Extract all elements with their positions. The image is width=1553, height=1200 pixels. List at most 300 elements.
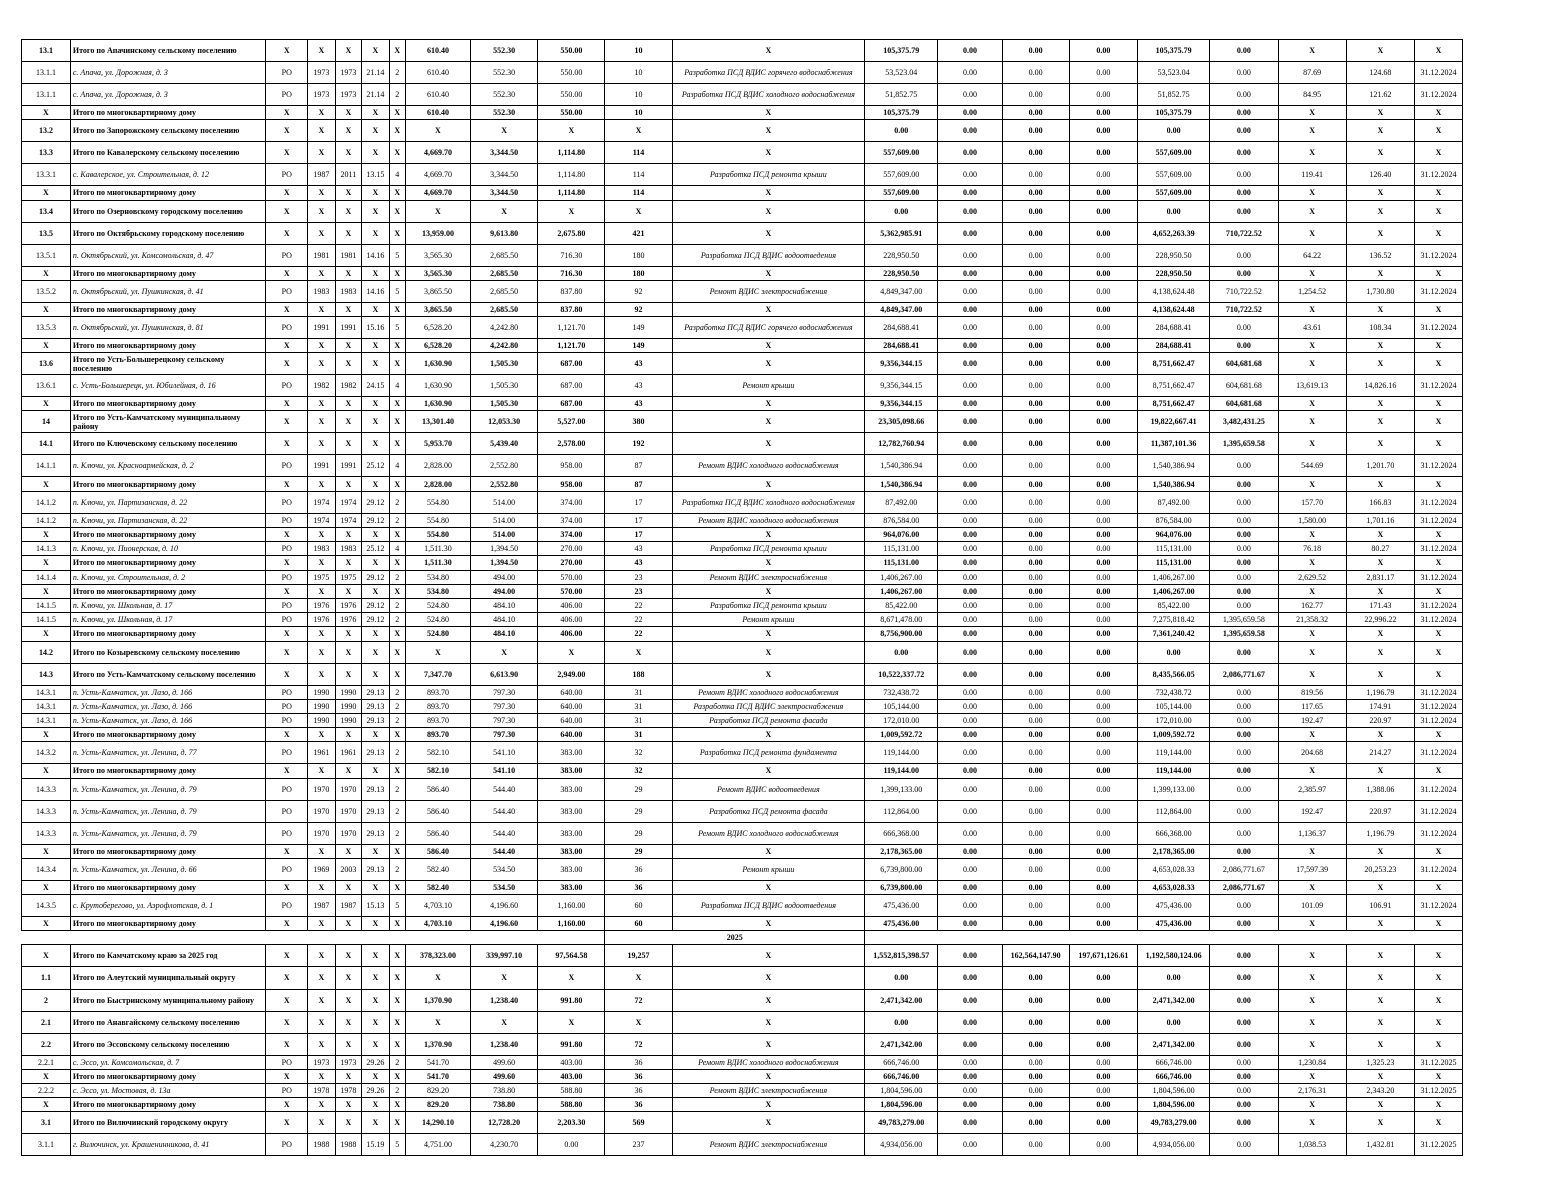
- ownership-cell: X: [266, 120, 308, 142]
- floors-cell: 2: [389, 822, 405, 844]
- unit-cost-cell: 117.65: [1278, 699, 1346, 713]
- work-type-cell: X: [672, 1011, 864, 1033]
- residents-cell: X: [605, 967, 672, 989]
- cost-budget-cell: 0.00: [1002, 302, 1069, 316]
- cost-owners-cell: 112,864.00: [1138, 800, 1210, 822]
- built-year-cell: 1990: [308, 713, 335, 727]
- cost-budget-cell: 0.00: [1002, 613, 1069, 627]
- max-cost-cell: 1,196.79: [1346, 685, 1414, 699]
- unit-cost-cell: X: [1278, 302, 1346, 316]
- common-area-cell: 588.80: [538, 1083, 605, 1097]
- work-type-cell: X: [672, 880, 864, 894]
- cost-local-cell: 0.00: [1069, 556, 1137, 570]
- total-row: [22, 527, 1463, 541]
- work-type-cell: X: [672, 397, 864, 411]
- floors-cell: 4: [389, 164, 405, 186]
- total-area-cell: 1,511.30: [405, 542, 470, 556]
- total-area-cell: 610.40: [405, 106, 470, 120]
- unit-cost-cell: 1,254.52: [1278, 280, 1346, 302]
- ownership-cell: РО: [266, 713, 308, 727]
- built-year-cell: 1987: [308, 164, 335, 186]
- commission-year-cell: 1988: [335, 1134, 361, 1156]
- cost-total-cell: 2,178,365.00: [865, 844, 938, 858]
- total-row: [22, 764, 1463, 778]
- work-type-cell: Разработка ПСД ВДИС водоотведения: [672, 244, 864, 266]
- wear-cell: X: [362, 433, 389, 455]
- residents-cell: 72: [605, 989, 672, 1011]
- commission-year-cell: 1982: [335, 375, 361, 397]
- cost-budget-cell: 0.00: [1002, 967, 1069, 989]
- address-cell: Итого по Озерновскому городскому поселению: [70, 200, 266, 222]
- common-area-cell: 383.00: [538, 822, 605, 844]
- address-cell: с. Апача, ул. Дорожная, д. 3: [70, 62, 266, 84]
- unit-cost-cell: X: [1278, 880, 1346, 894]
- deadline-cell: 31.12.2025: [1414, 1083, 1462, 1097]
- cost-budget-cell: 0.00: [1002, 858, 1069, 880]
- built-year-cell: X: [308, 844, 335, 858]
- common-area-cell: X: [538, 1011, 605, 1033]
- cost-other-cell: 1,395,659.58: [1210, 613, 1278, 627]
- work-type-cell: Ремонт ВДИС электроснабжения: [672, 1134, 864, 1156]
- work-type-cell: X: [672, 106, 864, 120]
- cost-budget-cell: 0.00: [1002, 164, 1069, 186]
- work-type-cell: X: [672, 1069, 864, 1083]
- cost-other-cell: 0.00: [1210, 895, 1278, 917]
- ownership-cell: РО: [266, 375, 308, 397]
- living-area-cell: X: [471, 200, 538, 222]
- max-cost-cell: 1,432.81: [1346, 1134, 1414, 1156]
- work-type-cell: X: [672, 222, 864, 244]
- table-row: [22, 513, 1463, 527]
- living-area-cell: 552.30: [471, 106, 538, 120]
- built-year-cell: X: [308, 880, 335, 894]
- work-type-cell: Ремонт ВДИС холодного водоснабжения: [672, 685, 864, 699]
- built-year-cell: X: [308, 917, 335, 931]
- wear-cell: X: [362, 120, 389, 142]
- cost-fund-cell: 0.00: [938, 433, 1002, 455]
- wear-cell: X: [362, 266, 389, 280]
- unit-cost-cell: X: [1278, 411, 1346, 433]
- cost-budget-cell: 0.00: [1002, 40, 1069, 62]
- cost-fund-cell: 0.00: [938, 542, 1002, 556]
- work-type-cell: Разработка ПСД ВДИС горячего водоснабжения: [672, 62, 864, 84]
- living-area-cell: 1,238.40: [471, 989, 538, 1011]
- deadline-cell: X: [1414, 411, 1462, 433]
- row-number: X: [22, 844, 71, 858]
- cost-total-cell: 475,436.00: [865, 917, 938, 931]
- cost-fund-cell: 0.00: [938, 164, 1002, 186]
- cost-fund-cell: 0.00: [938, 895, 1002, 917]
- max-cost-cell: 106.91: [1346, 895, 1414, 917]
- common-area-cell: 570.00: [538, 584, 605, 598]
- max-cost-cell: 166.83: [1346, 491, 1414, 513]
- table-row: [22, 713, 1463, 727]
- max-cost-cell: 1,701.16: [1346, 513, 1414, 527]
- unit-cost-cell: X: [1278, 142, 1346, 164]
- row-number: X: [22, 302, 71, 316]
- cost-other-cell: 0.00: [1210, 764, 1278, 778]
- work-type-cell: Ремонт ВДИС холодного водоснабжения: [672, 455, 864, 477]
- built-year-cell: 1991: [308, 316, 335, 338]
- commission-year-cell: X: [335, 200, 361, 222]
- work-type-cell: X: [672, 917, 864, 931]
- max-cost-cell: 20,253.23: [1346, 858, 1414, 880]
- cost-other-cell: 0.00: [1210, 778, 1278, 800]
- ownership-cell: РО: [266, 491, 308, 513]
- built-year-cell: 1983: [308, 280, 335, 302]
- total-area-cell: 3,565.30: [405, 266, 470, 280]
- total-area-cell: 610.40: [405, 62, 470, 84]
- cost-local-cell: 0.00: [1069, 200, 1137, 222]
- commission-year-cell: X: [335, 338, 361, 352]
- living-area-cell: 552.30: [471, 40, 538, 62]
- unit-cost-cell: X: [1278, 641, 1346, 663]
- commission-year-cell: X: [335, 556, 361, 570]
- cost-owners-cell: 1,804,596.00: [1138, 1098, 1210, 1112]
- cost-fund-cell: 0.00: [938, 1112, 1002, 1134]
- cost-total-cell: 475,436.00: [865, 895, 938, 917]
- total-area-cell: 1,370.90: [405, 989, 470, 1011]
- living-area-cell: 552.30: [471, 84, 538, 106]
- cost-local-cell: 0.00: [1069, 455, 1137, 477]
- cost-other-cell: 0.00: [1210, 164, 1278, 186]
- row-number: 3.1.1: [22, 1134, 71, 1156]
- total-row: [22, 917, 1463, 931]
- built-year-cell: X: [308, 728, 335, 742]
- wear-cell: X: [362, 397, 389, 411]
- floors-cell: 2: [389, 858, 405, 880]
- table-row: [22, 164, 1463, 186]
- living-area-cell: 797.30: [471, 713, 538, 727]
- unit-cost-cell: 192.47: [1278, 800, 1346, 822]
- built-year-cell: X: [308, 186, 335, 200]
- cost-total-cell: 2,471,342.00: [865, 1033, 938, 1055]
- ownership-cell: РО: [266, 542, 308, 556]
- cost-total-cell: 1,009,592.72: [865, 728, 938, 742]
- cost-budget-cell: 0.00: [1002, 742, 1069, 764]
- cost-owners-cell: 0.00: [1138, 967, 1210, 989]
- total-area-cell: 586.40: [405, 778, 470, 800]
- cost-other-cell: 2,086,771.67: [1210, 663, 1278, 685]
- row-number: 14.1: [22, 433, 71, 455]
- ownership-cell: РО: [266, 244, 308, 266]
- table-row: [22, 800, 1463, 822]
- cost-budget-cell: 0.00: [1002, 880, 1069, 894]
- cost-local-cell: 0.00: [1069, 1134, 1137, 1156]
- cost-budget-cell: 0.00: [1002, 222, 1069, 244]
- wear-cell: 15.13: [362, 895, 389, 917]
- cost-fund-cell: 0.00: [938, 244, 1002, 266]
- commission-year-cell: X: [335, 1011, 361, 1033]
- common-area-cell: 687.00: [538, 375, 605, 397]
- floors-cell: X: [389, 584, 405, 598]
- total-area-cell: 3,865.50: [405, 302, 470, 316]
- common-area-cell: 570.00: [538, 570, 605, 584]
- cost-total-cell: 228,950.50: [865, 266, 938, 280]
- ownership-cell: X: [266, 584, 308, 598]
- cost-fund-cell: 0.00: [938, 699, 1002, 713]
- max-cost-cell: X: [1346, 40, 1414, 62]
- table-row: [22, 742, 1463, 764]
- residents-cell: 31: [605, 713, 672, 727]
- year-spacer-left: [22, 931, 605, 945]
- built-year-cell: 1974: [308, 491, 335, 513]
- row-number: 14.3.1: [22, 685, 71, 699]
- ownership-cell: X: [266, 222, 308, 244]
- cost-fund-cell: 0.00: [938, 120, 1002, 142]
- wear-cell: 29.12: [362, 598, 389, 612]
- ownership-cell: X: [266, 397, 308, 411]
- floors-cell: X: [389, 40, 405, 62]
- residents-cell: 29: [605, 822, 672, 844]
- cost-total-cell: 105,375.79: [865, 106, 938, 120]
- ownership-cell: РО: [266, 280, 308, 302]
- common-area-cell: 1,114.80: [538, 186, 605, 200]
- total-area-cell: 6,528.20: [405, 338, 470, 352]
- table-row: [22, 699, 1463, 713]
- deadline-cell: X: [1414, 397, 1462, 411]
- cost-fund-cell: 0.00: [938, 353, 1002, 375]
- residents-cell: 114: [605, 164, 672, 186]
- commission-year-cell: 1990: [335, 685, 361, 699]
- floors-cell: X: [389, 527, 405, 541]
- built-year-cell: 1990: [308, 699, 335, 713]
- living-area-cell: 3,344.50: [471, 142, 538, 164]
- ownership-cell: X: [266, 302, 308, 316]
- unit-cost-cell: X: [1278, 1112, 1346, 1134]
- address-cell: Итого по многоквартирному дому: [70, 302, 266, 316]
- cost-fund-cell: 0.00: [938, 989, 1002, 1011]
- living-area-cell: 12,728.20: [471, 1112, 538, 1134]
- residents-cell: 43: [605, 556, 672, 570]
- built-year-cell: X: [308, 142, 335, 164]
- max-cost-cell: X: [1346, 627, 1414, 641]
- total-area-cell: 893.70: [405, 713, 470, 727]
- unit-cost-cell: 101.09: [1278, 895, 1346, 917]
- cost-owners-cell: 1,399,133.00: [1138, 778, 1210, 800]
- cost-other-cell: 0.00: [1210, 699, 1278, 713]
- ownership-cell: X: [266, 663, 308, 685]
- max-cost-cell: 121.62: [1346, 84, 1414, 106]
- total-row: [22, 1069, 1463, 1083]
- living-area-cell: 544.40: [471, 778, 538, 800]
- address-cell: Итого по Кавалерскому сельскому поселению: [70, 142, 266, 164]
- row-number: 14.3.1: [22, 713, 71, 727]
- program-table: [21, 39, 1463, 1156]
- cost-budget-cell: 0.00: [1002, 1069, 1069, 1083]
- work-type-cell: X: [672, 1098, 864, 1112]
- total-row: [22, 142, 1463, 164]
- built-year-cell: 1990: [308, 685, 335, 699]
- work-type-cell: X: [672, 844, 864, 858]
- wear-cell: X: [362, 106, 389, 120]
- address-cell: Итого по многоквартирному дому: [70, 556, 266, 570]
- cost-owners-cell: 4,652,263.39: [1138, 222, 1210, 244]
- cost-local-cell: 0.00: [1069, 627, 1137, 641]
- built-year-cell: X: [308, 584, 335, 598]
- cost-budget-cell: 0.00: [1002, 685, 1069, 699]
- row-number: X: [22, 556, 71, 570]
- cost-other-cell: 0.00: [1210, 1098, 1278, 1112]
- deadline-cell: 31.12.2024: [1414, 895, 1462, 917]
- max-cost-cell: X: [1346, 917, 1414, 931]
- address-cell: Итого по многоквартирному дому: [70, 584, 266, 598]
- wear-cell: 29.12: [362, 613, 389, 627]
- address-cell: п. Усть-Камчатск, ул. Ленина, д. 66: [70, 858, 266, 880]
- work-type-cell: X: [672, 353, 864, 375]
- unit-cost-cell: X: [1278, 844, 1346, 858]
- address-cell: Итого по многоквартирному дому: [70, 764, 266, 778]
- common-area-cell: 406.00: [538, 627, 605, 641]
- common-area-cell: X: [538, 200, 605, 222]
- total-row: [22, 120, 1463, 142]
- cost-other-cell: 0.00: [1210, 822, 1278, 844]
- wear-cell: X: [362, 945, 389, 967]
- deadline-cell: X: [1414, 1112, 1462, 1134]
- cost-budget-cell: 0.00: [1002, 1011, 1069, 1033]
- cost-budget-cell: 0.00: [1002, 353, 1069, 375]
- deadline-cell: 31.12.2024: [1414, 800, 1462, 822]
- ownership-cell: X: [266, 40, 308, 62]
- table-row: [22, 244, 1463, 266]
- deadline-cell: 31.12.2024: [1414, 742, 1462, 764]
- work-type-cell: X: [672, 411, 864, 433]
- cost-budget-cell: 0.00: [1002, 186, 1069, 200]
- total-row: [22, 338, 1463, 352]
- work-type-cell: Разработка ПСД ВДИС электроснабжения: [672, 699, 864, 713]
- cost-owners-cell: 1,406,267.00: [1138, 584, 1210, 598]
- ownership-cell: X: [266, 764, 308, 778]
- cost-other-cell: 0.00: [1210, 641, 1278, 663]
- built-year-cell: 1973: [308, 62, 335, 84]
- total-row: [22, 627, 1463, 641]
- common-area-cell: 640.00: [538, 713, 605, 727]
- cost-total-cell: 2,471,342.00: [865, 989, 938, 1011]
- cost-owners-cell: 1,540,386.94: [1138, 455, 1210, 477]
- commission-year-cell: X: [335, 728, 361, 742]
- cost-fund-cell: 0.00: [938, 858, 1002, 880]
- residents-cell: 43: [605, 397, 672, 411]
- cost-other-cell: 2,086,771.67: [1210, 858, 1278, 880]
- address-cell: п. Ключи, ул. Строительная, д. 2: [70, 570, 266, 584]
- floors-cell: X: [389, 433, 405, 455]
- common-area-cell: X: [538, 967, 605, 989]
- row-number: 13.5.2: [22, 280, 71, 302]
- wear-cell: 14.16: [362, 244, 389, 266]
- cost-total-cell: 119,144.00: [865, 764, 938, 778]
- ownership-cell: X: [266, 477, 308, 491]
- commission-year-cell: 1970: [335, 778, 361, 800]
- residents-cell: 32: [605, 742, 672, 764]
- row-number: 13.3: [22, 142, 71, 164]
- cost-fund-cell: 0.00: [938, 84, 1002, 106]
- floors-cell: 2: [389, 1083, 405, 1097]
- commission-year-cell: X: [335, 302, 361, 316]
- max-cost-cell: X: [1346, 527, 1414, 541]
- cost-local-cell: 0.00: [1069, 222, 1137, 244]
- total-row: [22, 302, 1463, 316]
- total-area-cell: 586.40: [405, 822, 470, 844]
- cost-other-cell: 0.00: [1210, 1134, 1278, 1156]
- cost-total-cell: 8,756,900.00: [865, 627, 938, 641]
- deadline-cell: X: [1414, 641, 1462, 663]
- unit-cost-cell: 76.18: [1278, 542, 1346, 556]
- max-cost-cell: X: [1346, 397, 1414, 411]
- cost-other-cell: 710,722.52: [1210, 222, 1278, 244]
- residents-cell: 87: [605, 455, 672, 477]
- address-cell: Итого по многоквартирному дому: [70, 844, 266, 858]
- ownership-cell: X: [266, 1011, 308, 1033]
- cost-other-cell: 0.00: [1210, 491, 1278, 513]
- work-type-cell: X: [672, 989, 864, 1011]
- residents-cell: 36: [605, 1083, 672, 1097]
- row-number: 14.1.5: [22, 598, 71, 612]
- cost-owners-cell: 732,438.72: [1138, 685, 1210, 699]
- work-type-cell: Ремонт ВДИС электроснабжения: [672, 280, 864, 302]
- work-type-cell: X: [672, 967, 864, 989]
- max-cost-cell: 171.43: [1346, 598, 1414, 612]
- wear-cell: X: [362, 917, 389, 931]
- deadline-cell: X: [1414, 106, 1462, 120]
- row-number: 13.1.1: [22, 62, 71, 84]
- max-cost-cell: X: [1346, 106, 1414, 120]
- living-area-cell: 2,685.50: [471, 302, 538, 316]
- cost-budget-cell: 0.00: [1002, 822, 1069, 844]
- deadline-cell: X: [1414, 880, 1462, 894]
- built-year-cell: X: [308, 266, 335, 280]
- floors-cell: X: [389, 880, 405, 894]
- cost-fund-cell: 0.00: [938, 584, 1002, 598]
- total-area-cell: 524.80: [405, 613, 470, 627]
- cost-fund-cell: 0.00: [938, 477, 1002, 491]
- unit-cost-cell: 87.69: [1278, 62, 1346, 84]
- table-row: [22, 598, 1463, 612]
- work-type-cell: Ремонт ВДИС холодного водоснабжения: [672, 1055, 864, 1069]
- max-cost-cell: X: [1346, 353, 1414, 375]
- cost-budget-cell: 0.00: [1002, 280, 1069, 302]
- cost-local-cell: 0.00: [1069, 880, 1137, 894]
- work-type-cell: Разработка ПСД ремонта фасада: [672, 800, 864, 822]
- cost-total-cell: 9,356,344.15: [865, 353, 938, 375]
- address-cell: Итого по Алеутский муниципальный округу: [70, 967, 266, 989]
- common-area-cell: 383.00: [538, 844, 605, 858]
- work-type-cell: Разработка ПСД ремонта фундамента: [672, 742, 864, 764]
- commission-year-cell: 1973: [335, 1055, 361, 1069]
- cost-fund-cell: 0.00: [938, 598, 1002, 612]
- deadline-cell: 31.12.2024: [1414, 858, 1462, 880]
- work-type-cell: Разработка ПСД ремонта крыши: [672, 598, 864, 612]
- cost-local-cell: 0.00: [1069, 641, 1137, 663]
- commission-year-cell: X: [335, 967, 361, 989]
- cost-total-cell: 0.00: [865, 1011, 938, 1033]
- unit-cost-cell: 162.77: [1278, 598, 1346, 612]
- commission-year-cell: X: [335, 1033, 361, 1055]
- total-row: [22, 844, 1463, 858]
- wear-cell: X: [362, 338, 389, 352]
- row-number: X: [22, 477, 71, 491]
- wear-cell: 25.12: [362, 542, 389, 556]
- total-area-cell: 14,290.10: [405, 1112, 470, 1134]
- wear-cell: X: [362, 1011, 389, 1033]
- total-area-cell: 893.70: [405, 728, 470, 742]
- cost-owners-cell: 49,783,279.00: [1138, 1112, 1210, 1134]
- row-number: 14: [22, 411, 71, 433]
- cost-total-cell: 172,010.00: [865, 713, 938, 727]
- cost-owners-cell: 1,009,592.72: [1138, 728, 1210, 742]
- common-area-cell: 0.00: [538, 1134, 605, 1156]
- cost-local-cell: 0.00: [1069, 142, 1137, 164]
- common-area-cell: 1,114.80: [538, 164, 605, 186]
